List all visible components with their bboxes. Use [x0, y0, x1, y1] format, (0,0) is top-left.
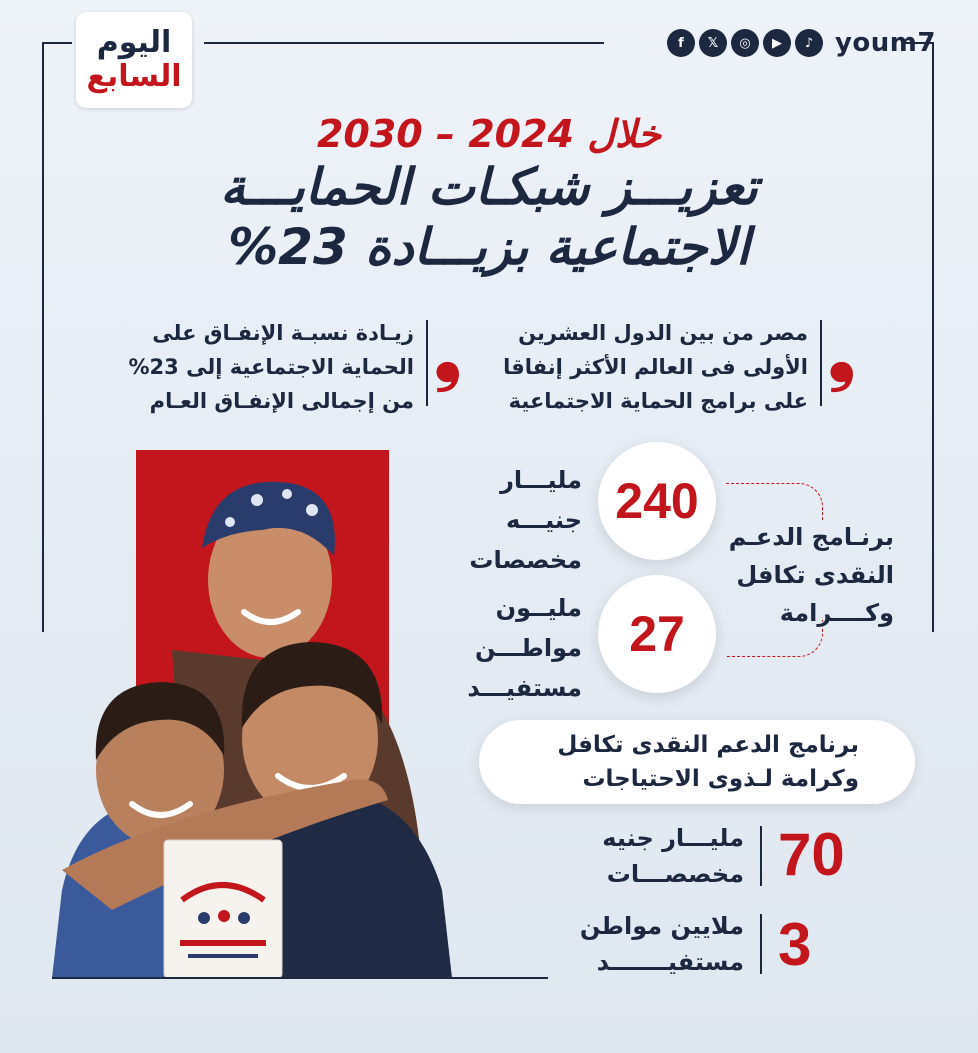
program-line1: برنـامج الدعـم [728, 523, 894, 551]
facebook-icon[interactable]: f [667, 29, 695, 57]
stat-number-70: 70 [778, 821, 845, 888]
tiktok-icon[interactable]: ♪ [795, 29, 823, 57]
stat-unit-70-line2: مخصصـــات [606, 860, 744, 888]
title-line1: تعزيـــز شبكـات الحمايـــة [220, 158, 758, 216]
fact-right-line2: الأولى فى العالم الأكثر إنفاقا [503, 355, 808, 379]
years-heading: خلال 2024 – 2030 [316, 112, 661, 156]
stat-unit-70 [544, 820, 744, 892]
program-line2: النقدى تكافل [736, 561, 894, 589]
stat-unit-70-line1: مليـــار جنيه [602, 824, 744, 852]
family-photo [52, 470, 502, 978]
brand-name[interactable]: youm7 [834, 28, 936, 58]
x-icon[interactable]: 𝕏 [699, 29, 727, 57]
stat-unit-27-line2: مواطـــن [475, 634, 582, 662]
fact-divider-left [426, 320, 428, 406]
stat-unit-27-line1: مليــون [495, 594, 582, 622]
frame-top-left [42, 42, 72, 44]
program-line3: وكــــرامة [779, 599, 894, 627]
stat-unit-240-line1: مليـــار [500, 466, 582, 494]
site-logo[interactable] [76, 12, 192, 108]
stat-unit-3-line1: ملايين مواطن [579, 912, 744, 940]
stat-unit-27-line3: مستفيـــد [467, 674, 582, 702]
stat-circle-27: 27 [598, 575, 716, 693]
photo-baseline [52, 977, 548, 979]
logo-line2: السابع [86, 59, 182, 94]
stat-unit-27 [442, 588, 582, 708]
quote-mark-icon: ❟ [434, 312, 462, 394]
title-line2: الاجتماعية بزيـــادة 23% [228, 218, 750, 276]
stat-number-3: 3 [778, 911, 812, 978]
fact-divider-right [820, 320, 822, 406]
fact-left-line2: الحماية الاجتماعية إلى 23% [128, 355, 414, 379]
stat-circle-240: 240 [598, 442, 716, 560]
instagram-icon[interactable]: ◎ [731, 29, 759, 57]
youtube-icon[interactable]: ▶ [763, 29, 791, 57]
stat-unit-240-line2: جنيـــه [505, 506, 582, 534]
stat-unit-3-line2: مستفيـــــــد [596, 948, 744, 976]
stat-unit-3 [544, 908, 744, 980]
stat-unit-240-line3: مخصصات [469, 546, 582, 574]
fact-left-line3: من إجمالى الإنفـاق العـام [149, 389, 414, 413]
fact-left [94, 316, 414, 418]
pill-line2: وكرامة لـذوى الاحتياجات [582, 766, 859, 792]
logo-line1: اليوم [96, 25, 172, 60]
quote-mark-icon: ❟ [828, 312, 856, 394]
fact-left-line1: زيـادة نسبـة الإنفـاق على [152, 321, 414, 345]
stat-70-divider [760, 826, 762, 886]
stat-unit-240 [442, 460, 582, 580]
program-takaful-label [714, 518, 894, 632]
social-bar [667, 28, 936, 58]
frame-top-middle [204, 42, 604, 44]
fact-right-line1: مصر من بين الدول العشرين [518, 321, 808, 345]
fact-right-line3: على برامج الحماية الاجتماعية [508, 389, 808, 413]
connector-top [726, 483, 823, 520]
fact-right [468, 316, 808, 418]
stat-3-divider [760, 914, 762, 974]
special-needs-program-pill [479, 720, 915, 804]
pill-line1: برنامج الدعم النقدى تكافل [557, 732, 859, 758]
